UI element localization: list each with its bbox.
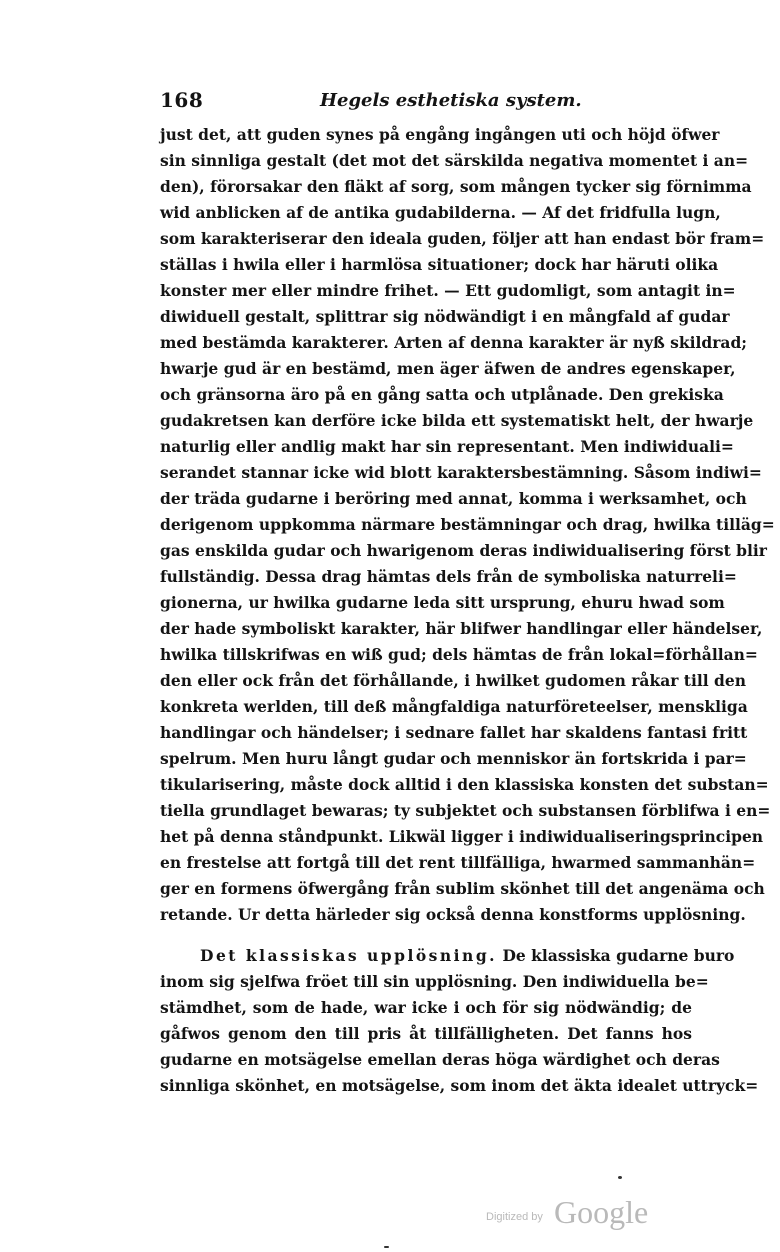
text-line: retande. Ur detta härleder sig också denna konstforms upplösning. [160, 905, 746, 924]
text-line: derigenom uppkomma närmare bestämningar och drag, hwilka tilläg= [160, 515, 775, 534]
text-line: wid anblicken af de antika gudabilderna. — Af det fridfulla lugn, [160, 203, 721, 222]
text-line: De klassiska gudarne buro [502, 946, 735, 965]
text-line: sinnliga skönhet, en motsägelse, som inom det äkta idealet uttryck= [160, 1076, 759, 1095]
ink-speck [384, 1246, 389, 1248]
page-number: 168 [160, 88, 204, 112]
text-line: som karakteriserar den ideala guden, följer att han endast bör fram= [160, 229, 765, 248]
text-line: serandet stannar icke wid blott karaktersbestämning. Såsom indiwi= [160, 463, 762, 482]
text-line: der träda gudarne i beröring med annat, komma i werksamhet, och [160, 489, 747, 508]
text-line: ger en formens öfwergång från sublim skönhet till det angenäma och [160, 879, 765, 898]
paragraph [160, 122, 775, 928]
text-line: stämdhet, som de hade, war icke i och för sig nödwändig; de [160, 998, 692, 1017]
text-line: med bestämda karakterer. Arten af denna karakter är nyß skildrad; [160, 333, 748, 352]
text-line: den), förorsakar den fläkt af sorg, som mången tycker sig förnimma [160, 177, 752, 196]
text-line: gudarne en motsägelse emellan deras höga wärdighet och deras [160, 1050, 720, 1069]
text-line: gudakretsen kan derföre icke bilda ett systematiskt helt, der hwarje [160, 411, 754, 430]
text-line: der hade symboliskt karakter, här blifwer handlingar eller händelser, [160, 619, 763, 638]
watermark-prefix: Digitized by [486, 1211, 543, 1223]
text-line: gåfwos genom den till pris åt tillfälligheten. Det fanns hos [160, 1024, 692, 1043]
text-line: och gränsorna äro på en gång satta och utplånade. Den grekiska [160, 385, 724, 404]
text-line: konkreta werlden, till deß mångfaldiga naturföreteelser, menskliga [160, 697, 748, 716]
text-line: naturlig eller andlig makt har sin representant. Men indiwiduali= [160, 437, 734, 456]
text-line: ställas i hwila eller i harmlösa situationer; dock har häruti olika [160, 255, 719, 274]
google-logo: Google [554, 1194, 649, 1230]
text-line: just det, att guden synes på engång ingången uti och höjd öfwer [160, 125, 720, 144]
ink-speck [618, 1176, 622, 1179]
paragraph [160, 969, 759, 1099]
text-line: hwilka tillskrifwas en wiß gud; dels hämtas de från lokal=förhållan= [160, 645, 758, 664]
text-line: het på denna ståndpunkt. Likwäl ligger i indiwidualiseringsprincipen [160, 827, 764, 846]
text-line: gas enskilda gudar och hwarigenom deras indiwidualisering först blir [160, 541, 767, 560]
section-heading: Det klassiskas upplösning. [200, 946, 498, 965]
page-header [160, 88, 692, 118]
text-line: inom sig sjelfwa fröet till sin upplösning. Den indiwiduella be= [160, 972, 709, 991]
text-line: hwarje gud är en bestämd, men äger äfwen de andres egenskaper, [160, 359, 736, 378]
text-line: gionerna, ur hwilka gudarne leda sitt ursprung, ehuru hwad som [160, 593, 725, 612]
text-line: en frestelse att fortgå till det rent tillfälliga, hwarmed sammanhän= [160, 853, 756, 872]
text-line: konster mer eller mindre frihet. — Ett gudomligt, som antagit in= [160, 281, 736, 300]
text-line: tiella grundlaget bewaras; ty subjektet och substansen förblifwa i en= [160, 801, 771, 820]
text-line: handlingar och händelser; i sednare fallet har skaldens fantasi fritt [160, 723, 748, 742]
text-line: fullständig. Dessa drag hämtas dels från de symboliska naturreli= [160, 567, 737, 586]
running-title: Hegels esthetiska system. [320, 90, 582, 111]
text-line: spelrum. Men huru långt gudar och menniskor än fortskrida i par= [160, 749, 747, 768]
text-line: sin sinnliga gestalt (det mot det särskilda negativa momentet i an= [160, 151, 749, 170]
paragraph-opening-line [160, 943, 735, 969]
text-line: den eller ock från det förhållande, i hwilket gudomen råkar till den [160, 671, 746, 690]
body-text [160, 122, 775, 1099]
text-line: diwiduell gestalt, splittrar sig nödwändigt i en mångfald af gudar [160, 307, 730, 326]
text-line: tikularisering, måste dock alltid i den klassiska konsten det substan= [160, 775, 769, 794]
digitized-watermark [486, 1194, 716, 1234]
